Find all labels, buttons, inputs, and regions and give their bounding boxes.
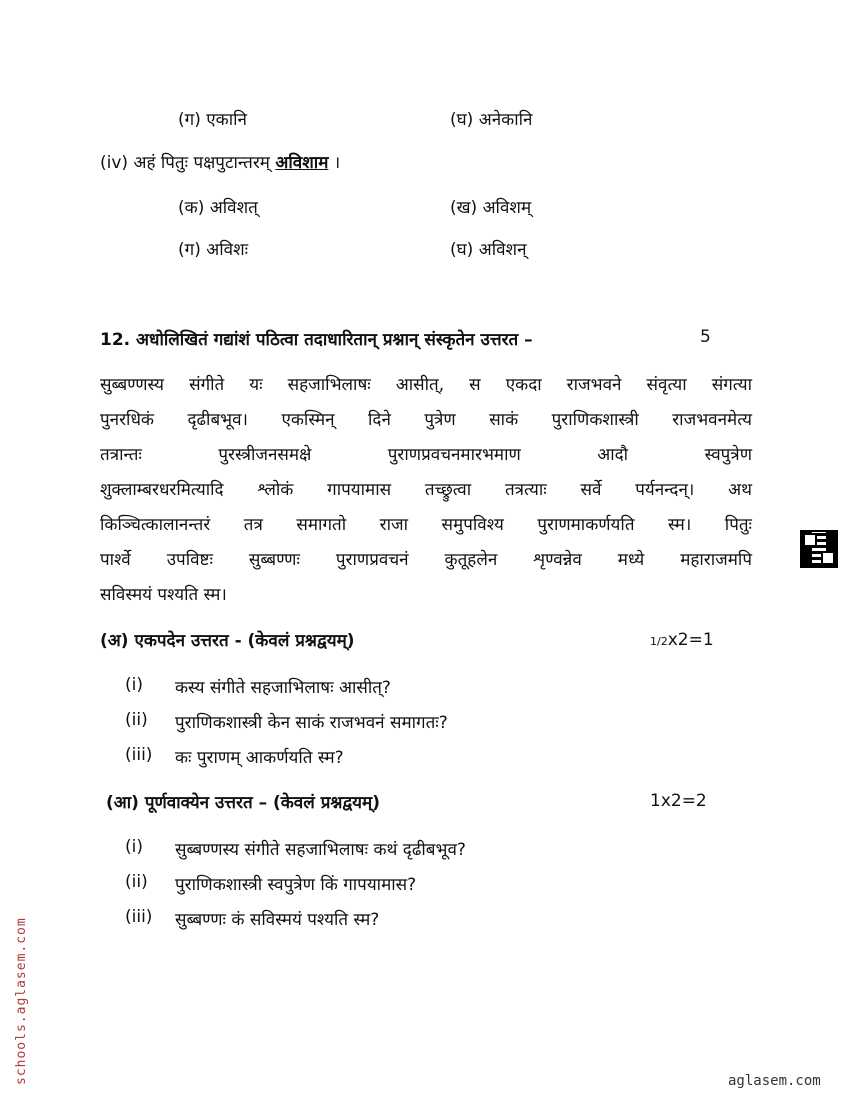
- section-aa-q2-num: (ii): [125, 872, 148, 892]
- section-a-q1-text: कस्य संगीते सहजाभिलाषः आसीत्?: [175, 678, 391, 698]
- option-ka: (क) अविशत्: [178, 198, 258, 218]
- passage-line-5: किञ्चित्कालानन्तरं तत्र समागतो राजा समुपविश्य पुराणमाकर्णयति स्म। पितुः: [100, 515, 752, 535]
- question-iv-prefix: (iv) अहं पितुः पक्षपुटान्तरम्: [100, 153, 270, 173]
- qr-code-icon[interactable]: [800, 530, 838, 568]
- q12-heading: 12. अधोलिखितं गद्यांशं पठित्वा तदाधारितान् प्रश्नान् संस्कृतेन उत्तरत –: [100, 330, 533, 350]
- section-a-marks-rest: x2=1: [667, 630, 714, 650]
- option-ga-top: (ग) एकानि: [178, 110, 247, 130]
- section-aa-q2-text: पुराणिकशास्त्री स्वपुत्रेण किं गापयामास?: [175, 875, 417, 895]
- option-gha-top: (घ) अनेकानि: [450, 110, 533, 130]
- section-aa-q3-text: सुब्बण्णः कं सविस्मयं पश्यति स्म?: [175, 910, 380, 930]
- side-watermark[interactable]: schools.aglasem.com: [14, 917, 29, 1085]
- section-a-q3-num: (iii): [125, 745, 153, 765]
- q12-marks: 5: [700, 327, 711, 347]
- section-a-q3-text: कः पुराणम् आकर्णयति स्म?: [175, 748, 344, 768]
- section-aa-heading: (आ) पूर्णवाक्येन उत्तरत – (केवलं प्रश्नद्वयम्): [106, 793, 380, 813]
- section-a-marks-fraction: 1/2: [650, 635, 668, 648]
- option-gha: (घ) अविशन्: [450, 240, 527, 260]
- section-aa-q1-text: सुब्बण्णस्य संगीते सहजाभिलाषः कथं दृढीबभूव?: [175, 840, 466, 860]
- section-a-q2-text: पुराणिकशास्त्री केन साकं राजभवनं समागतः?: [175, 713, 448, 733]
- question-iv-word: अविशाम: [275, 153, 329, 173]
- question-iv: [100, 150, 340, 173]
- question-iv-suffix: ।: [333, 153, 341, 173]
- passage-line-6: पार्श्वे उपविष्टः सुब्बण्णः पुराणप्रवचनं कुतूहलेन शृण्वन्नेव मध्ये महाराजमपि: [100, 550, 752, 570]
- section-aa-q3-num: (iii): [125, 907, 153, 927]
- option-ga: (ग) अविशः: [178, 240, 249, 260]
- section-a-heading: (अ) एकपदेन उत्तरत - (केवलं प्रश्नद्वयम्): [100, 631, 355, 651]
- section-a-marks: [650, 630, 714, 650]
- section-a-q2-num: (ii): [125, 710, 148, 730]
- passage-line-7: सविस्मयं पश्यति स्म।: [100, 585, 227, 605]
- passage-line-3: तत्रान्तः पुरस्त्रीजनसमक्षे पुराणप्रवचनमारभमाण आदौ स्वपुत्रेण: [100, 445, 752, 465]
- passage-line-4: शुक्लाम्बरधरमित्यादि श्लोकं गापयामास तच्छ्रुत्वा तत्रत्याः सर्वे पर्यनन्दन्। अथ: [100, 480, 752, 500]
- passage-line-1: सुब्बण्णस्य संगीते यः सहजाभिलाषः आसीत्, स एकदा राजभवने संवृत्या संगत्या: [100, 375, 752, 395]
- passage-line-2: पुनरधिकं दृढीबभूव। एकस्मिन् दिने पुत्रेण साकं पुराणिकशास्त्री राजभवनमेत्य: [100, 410, 752, 430]
- option-kha: (ख) अविशम्: [450, 198, 532, 218]
- section-aa-marks: 1x2=2: [650, 791, 707, 811]
- section-aa-q1-num: (i): [125, 837, 143, 857]
- section-a-q1-num: (i): [125, 675, 143, 695]
- footer-watermark[interactable]: aglasem.com: [728, 1073, 821, 1089]
